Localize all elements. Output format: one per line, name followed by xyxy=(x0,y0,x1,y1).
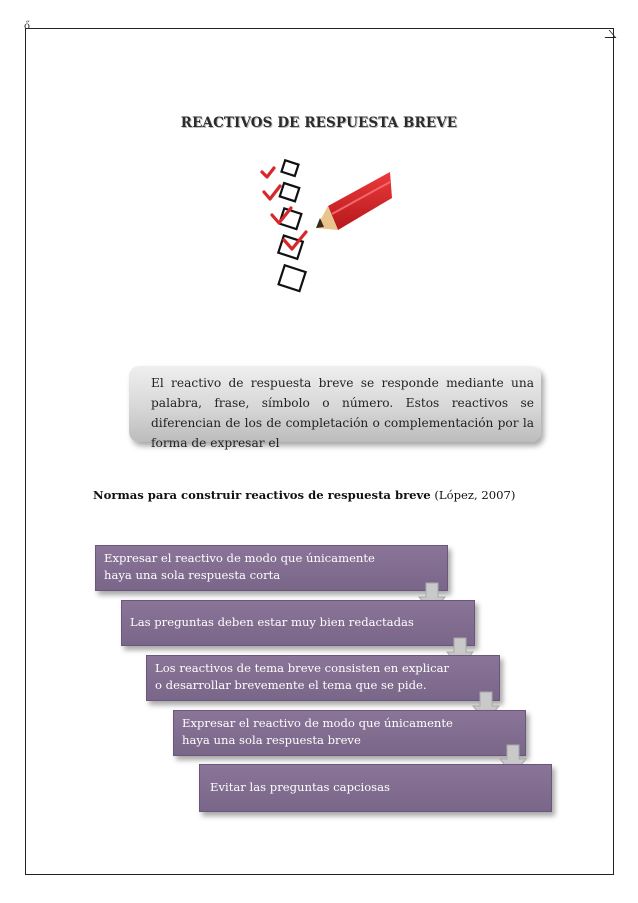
callout-text: El reactivo de respuesta breve se responde mediante una palabra, frase, símbolo o número. Estos reactivos se diferencian de los de completación o complementación por la forma de expresar el xyxy=(151,376,534,450)
corner-mark: ő xyxy=(24,21,31,32)
step-3 xyxy=(146,655,500,701)
document-title: REACTIVOS DE RESPUESTA BREVE xyxy=(180,115,458,131)
norms-citation: (López, 2007) xyxy=(430,488,516,502)
step-1 xyxy=(95,545,448,591)
step-4-text: Expresar el reactivo de modo que únicamente haya una sola respuesta breve xyxy=(182,716,453,747)
norms-heading xyxy=(93,488,515,502)
step-1-text: Expresar el reactivo de modo que únicamente haya una sola respuesta corta xyxy=(104,551,375,582)
step-5-text: Evitar las preguntas capciosas xyxy=(210,780,390,794)
step-3-text: Los reactivos de tema breve consisten en explicar o desarrollar brevemente el tema que se pide. xyxy=(155,661,450,692)
step-2 xyxy=(121,600,475,646)
step-5 xyxy=(199,764,552,812)
norms-heading-bold: Normas para construir reactivos de respuesta breve xyxy=(93,488,431,502)
step-2-text: Las preguntas deben estar muy bien redactadas xyxy=(130,615,414,629)
checklist-with-pencil-illustration xyxy=(240,168,392,282)
definition-callout xyxy=(129,366,541,450)
step-4 xyxy=(173,710,526,756)
